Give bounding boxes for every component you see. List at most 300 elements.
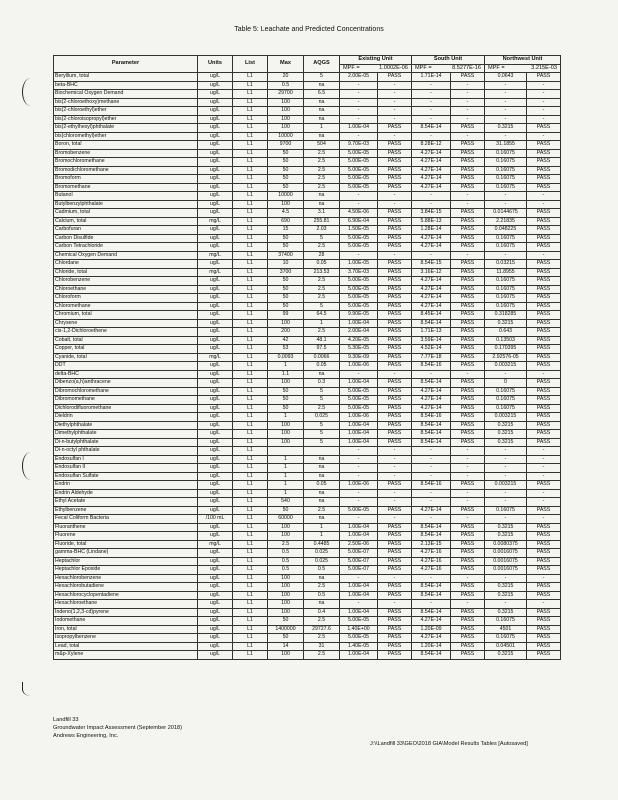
table-cell: 0.3215 bbox=[485, 430, 527, 439]
table-cell: L1 bbox=[233, 277, 268, 286]
table-cell: PASS bbox=[451, 73, 485, 82]
table-cell: 1.00E-04 bbox=[340, 438, 378, 447]
col-list: List bbox=[233, 56, 268, 73]
table-cell: 0.16075 bbox=[485, 277, 527, 286]
table-row bbox=[54, 345, 561, 354]
table-cell: 4.27E-14 bbox=[412, 387, 451, 396]
table-cell: ug/L bbox=[198, 583, 233, 592]
table-cell: 0.5 bbox=[268, 549, 304, 558]
table-row bbox=[54, 498, 561, 507]
table-cell: 4.50E-06 bbox=[340, 209, 378, 218]
table-cell: PASS bbox=[527, 73, 561, 82]
table-row bbox=[54, 625, 561, 634]
table-cell: 2.5 bbox=[304, 328, 340, 337]
table-row bbox=[54, 617, 561, 626]
table-cell: /100 mL bbox=[198, 515, 233, 524]
table-cell: - bbox=[340, 489, 378, 498]
table-cell: - bbox=[485, 515, 527, 524]
punch-hole-bottom bbox=[22, 682, 39, 696]
table-cell: - bbox=[485, 81, 527, 90]
parameter-cell: m&p-Xylene bbox=[54, 651, 198, 660]
table-cell: PASS bbox=[451, 209, 485, 218]
footer-line-1: Landfill 33 bbox=[53, 717, 79, 723]
table-cell: ug/L bbox=[198, 532, 233, 541]
table-cell: PASS bbox=[378, 379, 412, 388]
table-cell: 2.5 bbox=[304, 404, 340, 413]
table-cell: 0.3 bbox=[304, 379, 340, 388]
table-cell: - bbox=[340, 600, 378, 609]
table-cell: 10000 bbox=[268, 132, 304, 141]
table-cell: PASS bbox=[527, 634, 561, 643]
table-cell: PASS bbox=[527, 336, 561, 345]
parameter-cell: Butylbenzylphthalate bbox=[54, 200, 198, 209]
parameter-cell: Fluoranthene bbox=[54, 523, 198, 532]
table-row bbox=[54, 200, 561, 209]
table-row bbox=[54, 532, 561, 541]
table-row bbox=[54, 387, 561, 396]
table-cell: ug/L bbox=[198, 455, 233, 464]
table-cell: - bbox=[527, 98, 561, 107]
table-cell: 5.00E-07 bbox=[340, 566, 378, 575]
table-cell: PASS bbox=[378, 175, 412, 184]
parameter-cell: Calcium, total bbox=[54, 217, 198, 226]
table-row bbox=[54, 583, 561, 592]
table-cell: PASS bbox=[451, 243, 485, 252]
table-cell: PASS bbox=[378, 549, 412, 558]
parameter-cell: Chrysene bbox=[54, 319, 198, 328]
table-cell: ug/L bbox=[198, 523, 233, 532]
table-cell: PASS bbox=[451, 362, 485, 371]
table-cell: 8.54E-14 bbox=[412, 591, 451, 600]
table-row bbox=[54, 464, 561, 473]
table-cell: - bbox=[485, 115, 527, 124]
table-cell: ug/L bbox=[198, 90, 233, 99]
table-cell: PASS bbox=[527, 642, 561, 651]
table-cell: PASS bbox=[378, 651, 412, 660]
table-cell: PASS bbox=[378, 285, 412, 294]
parameter-cell: Diethylphthalate bbox=[54, 421, 198, 430]
table-row bbox=[54, 447, 561, 456]
table-cell: PASS bbox=[378, 243, 412, 252]
table-cell: ug/L bbox=[198, 642, 233, 651]
table-cell: L1 bbox=[233, 481, 268, 490]
table-cell: 8.54E-14 bbox=[412, 124, 451, 133]
table-row bbox=[54, 481, 561, 490]
table-cell: mg/L bbox=[198, 540, 233, 549]
table-cell: L1 bbox=[233, 489, 268, 498]
table-cell: ug/L bbox=[198, 625, 233, 634]
table-cell: PASS bbox=[527, 557, 561, 566]
table-cell: 0.5 bbox=[268, 81, 304, 90]
table-cell: L1 bbox=[233, 430, 268, 439]
table-cell: 0.16075 bbox=[485, 617, 527, 626]
table-cell: 50 bbox=[268, 234, 304, 243]
table-cell: ug/L bbox=[198, 404, 233, 413]
col-parameter: Parameter bbox=[54, 56, 198, 73]
table-cell: 0.16075 bbox=[485, 506, 527, 515]
table-cell: PASS bbox=[527, 396, 561, 405]
table-cell: PASS bbox=[527, 549, 561, 558]
table-cell: PASS bbox=[451, 141, 485, 150]
table-cell: ug/L bbox=[198, 183, 233, 192]
parameter-cell: Heptachlor bbox=[54, 557, 198, 566]
table-cell: PASS bbox=[451, 311, 485, 320]
table-cell: - bbox=[412, 115, 451, 124]
table-cell: - bbox=[527, 600, 561, 609]
table-cell: PASS bbox=[451, 481, 485, 490]
table-cell: na bbox=[304, 489, 340, 498]
table-cell: PASS bbox=[451, 651, 485, 660]
table-cell: PASS bbox=[527, 379, 561, 388]
parameter-cell: Endrin bbox=[54, 481, 198, 490]
table-cell: PASS bbox=[378, 311, 412, 320]
parameter-cell: Chromium, total bbox=[54, 311, 198, 320]
table-cell: L1 bbox=[233, 362, 268, 371]
table-cell: 4501 bbox=[485, 625, 527, 634]
table-cell: 5.00E-07 bbox=[340, 557, 378, 566]
table-cell: 5.00E-05 bbox=[340, 396, 378, 405]
table-cell: 100 bbox=[268, 651, 304, 660]
table-cell: PASS bbox=[527, 243, 561, 252]
table-cell: PASS bbox=[527, 302, 561, 311]
table-cell: ug/L bbox=[198, 634, 233, 643]
table-cell: PASS bbox=[451, 583, 485, 592]
table-cell: 29700 bbox=[268, 90, 304, 99]
table-cell: PASS bbox=[451, 149, 485, 158]
table-cell: 50 bbox=[268, 175, 304, 184]
table-row bbox=[54, 175, 561, 184]
table-cell: 2.5 bbox=[304, 651, 340, 660]
parameter-cell: bis(2-chloroisopropyl)ether bbox=[54, 115, 198, 124]
table-cell: na bbox=[304, 132, 340, 141]
table-cell: - bbox=[485, 132, 527, 141]
parameter-cell: Di-n-butylphthalate bbox=[54, 438, 198, 447]
table-cell: 4.27E-14 bbox=[412, 506, 451, 515]
parameter-cell: Fluoride, total bbox=[54, 540, 198, 549]
table-cell: 1.71E-14 bbox=[412, 73, 451, 82]
table-cell: - bbox=[527, 370, 561, 379]
table-cell: 1.00E-04 bbox=[340, 523, 378, 532]
results-table bbox=[53, 55, 561, 660]
table-cell: - bbox=[378, 107, 412, 116]
table-cell: 50 bbox=[268, 243, 304, 252]
table-cell: L1 bbox=[233, 523, 268, 532]
table-cell: ug/L bbox=[198, 200, 233, 209]
table-cell: PASS bbox=[378, 438, 412, 447]
parameter-cell: Cobalt, total bbox=[54, 336, 198, 345]
table-cell: ug/L bbox=[198, 149, 233, 158]
table-cell: 4.27E-14 bbox=[412, 243, 451, 252]
table-row bbox=[54, 149, 561, 158]
table-row bbox=[54, 336, 561, 345]
table-cell: 4.27E-14 bbox=[412, 234, 451, 243]
table-cell: ug/L bbox=[198, 336, 233, 345]
table-cell: 1 bbox=[268, 362, 304, 371]
table-cell: PASS bbox=[527, 311, 561, 320]
table-cell: 5.00E-05 bbox=[340, 294, 378, 303]
table-cell: 8.54E-14 bbox=[412, 379, 451, 388]
parameter-cell: bis(2-chloroethyl)ether bbox=[54, 107, 198, 116]
table-cell: ug/L bbox=[198, 447, 233, 456]
table-cell: PASS bbox=[451, 642, 485, 651]
table-cell: - bbox=[451, 251, 485, 260]
table-cell: PASS bbox=[451, 413, 485, 422]
table-cell: PASS bbox=[378, 387, 412, 396]
table-cell: 4.27E-14 bbox=[412, 302, 451, 311]
table-cell: - bbox=[378, 464, 412, 473]
table-cell: ug/L bbox=[198, 107, 233, 116]
table-cell: 50 bbox=[268, 277, 304, 286]
table-cell: na bbox=[304, 498, 340, 507]
table-cell: na bbox=[304, 464, 340, 473]
table-cell: PASS bbox=[378, 268, 412, 277]
table-cell: - bbox=[378, 455, 412, 464]
table-cell: - bbox=[412, 455, 451, 464]
parameter-cell: Fluorene bbox=[54, 532, 198, 541]
table-cell: PASS bbox=[378, 260, 412, 269]
table-cell: PASS bbox=[451, 260, 485, 269]
parameter-cell: bis(chloromethyl)ether bbox=[54, 132, 198, 141]
table-cell: PASS bbox=[451, 285, 485, 294]
table-cell: - bbox=[412, 498, 451, 507]
table-cell: - bbox=[527, 132, 561, 141]
table-cell: PASS bbox=[527, 345, 561, 354]
table-cell: - bbox=[451, 600, 485, 609]
table-cell: ug/L bbox=[198, 319, 233, 328]
table-cell: 2.5 bbox=[304, 294, 340, 303]
table-cell: 5.00E-05 bbox=[340, 617, 378, 626]
table-row bbox=[54, 81, 561, 90]
table-cell: 0.3215 bbox=[485, 651, 527, 660]
table-cell: 1.00E-04 bbox=[340, 421, 378, 430]
table-row bbox=[54, 430, 561, 439]
table-cell: PASS bbox=[378, 634, 412, 643]
table-cell: 0.16075 bbox=[485, 634, 527, 643]
table-cell: 60000 bbox=[268, 515, 304, 524]
table-cell: L1 bbox=[233, 464, 268, 473]
table-cell: L1 bbox=[233, 642, 268, 651]
table-cell: 5.00E-05 bbox=[340, 166, 378, 175]
table-cell: - bbox=[340, 498, 378, 507]
table-cell: 200 bbox=[268, 328, 304, 337]
table-cell: ug/L bbox=[198, 591, 233, 600]
table-row bbox=[54, 98, 561, 107]
table-cell: 100 bbox=[268, 200, 304, 209]
table-cell: L1 bbox=[233, 158, 268, 167]
table-cell: PASS bbox=[451, 217, 485, 226]
table-row bbox=[54, 251, 561, 260]
parameter-cell: Copper, total bbox=[54, 345, 198, 354]
table-cell: 0.643 bbox=[485, 328, 527, 337]
table-cell: PASS bbox=[527, 387, 561, 396]
table-cell: 2.5 bbox=[304, 243, 340, 252]
table-cell: PASS bbox=[378, 566, 412, 575]
table-cell: PASS bbox=[378, 421, 412, 430]
table-cell: ug/L bbox=[198, 464, 233, 473]
table-cell: PASS bbox=[451, 430, 485, 439]
table-row bbox=[54, 540, 561, 549]
table-cell: 1 bbox=[268, 413, 304, 422]
table-cell: PASS bbox=[451, 158, 485, 167]
table-cell: 100 bbox=[268, 421, 304, 430]
table-cell: na bbox=[304, 472, 340, 481]
table-cell: L1 bbox=[233, 506, 268, 515]
table-row bbox=[54, 634, 561, 643]
table-cell: PASS bbox=[378, 481, 412, 490]
table-row bbox=[54, 353, 561, 362]
table-cell: ug/L bbox=[198, 413, 233, 422]
table-cell: L1 bbox=[233, 345, 268, 354]
table-cell: - bbox=[378, 370, 412, 379]
table-row bbox=[54, 608, 561, 617]
table-cell: ug/L bbox=[198, 192, 233, 201]
table-cell: PASS bbox=[378, 413, 412, 422]
table-cell: PASS bbox=[451, 124, 485, 133]
table-cell: L1 bbox=[233, 600, 268, 609]
table-cell: 10000 bbox=[268, 192, 304, 201]
table-cell: 9.90E-05 bbox=[340, 311, 378, 320]
table-cell: 4.27E-16 bbox=[412, 549, 451, 558]
table-cell: 5 bbox=[304, 387, 340, 396]
table-cell: PASS bbox=[527, 260, 561, 269]
table-cell: 3700 bbox=[268, 268, 304, 277]
table-cell: 1 bbox=[268, 489, 304, 498]
table-cell: PASS bbox=[378, 183, 412, 192]
table-cell: 4.27E-14 bbox=[412, 294, 451, 303]
table-cell: 10 bbox=[268, 260, 304, 269]
table-cell: PASS bbox=[451, 336, 485, 345]
table-cell: ug/L bbox=[198, 277, 233, 286]
table-cell: - bbox=[485, 498, 527, 507]
table-cell: L1 bbox=[233, 90, 268, 99]
table-cell: ug/L bbox=[198, 421, 233, 430]
table-cell: L1 bbox=[233, 370, 268, 379]
parameter-cell: Fecal Coliform Bacteria bbox=[54, 515, 198, 524]
table-cell: PASS bbox=[527, 158, 561, 167]
table-cell: 5 bbox=[304, 438, 340, 447]
table-cell: L1 bbox=[233, 183, 268, 192]
table-cell: 50 bbox=[268, 506, 304, 515]
table-row bbox=[54, 642, 561, 651]
table-cell: - bbox=[412, 515, 451, 524]
table-cell: ug/L bbox=[198, 132, 233, 141]
table-cell: - bbox=[412, 107, 451, 116]
table-cell: PASS bbox=[378, 166, 412, 175]
table-cell: - bbox=[340, 455, 378, 464]
table-cell: L1 bbox=[233, 73, 268, 82]
table-cell: 28 bbox=[304, 251, 340, 260]
table-cell: 0.048225 bbox=[485, 226, 527, 235]
table-cell: ug/L bbox=[198, 73, 233, 82]
table-cell: 1.28E-14 bbox=[412, 226, 451, 235]
table-cell: 50 bbox=[268, 387, 304, 396]
table-cell: - bbox=[412, 200, 451, 209]
table-cell: - bbox=[340, 574, 378, 583]
table-cell: - bbox=[527, 455, 561, 464]
table-cell: - bbox=[485, 192, 527, 201]
col-max: Max bbox=[268, 56, 304, 73]
table-cell: - bbox=[451, 472, 485, 481]
table-cell: 2.5 bbox=[304, 634, 340, 643]
table-cell: PASS bbox=[378, 617, 412, 626]
table-row bbox=[54, 600, 561, 609]
table-cell: PASS bbox=[451, 625, 485, 634]
table-cell: 42 bbox=[268, 336, 304, 345]
table-cell: ug/L bbox=[198, 566, 233, 575]
table-cell: L1 bbox=[233, 455, 268, 464]
table-cell: PASS bbox=[451, 540, 485, 549]
table-cell: PASS bbox=[527, 285, 561, 294]
table-cell: ug/L bbox=[198, 285, 233, 294]
table-cell: 2.00E-04 bbox=[340, 328, 378, 337]
table-cell: PASS bbox=[527, 294, 561, 303]
table-cell: - bbox=[378, 472, 412, 481]
table-cell: L1 bbox=[233, 404, 268, 413]
table-cell: 50 bbox=[268, 149, 304, 158]
table-cell: ug/L bbox=[198, 370, 233, 379]
table-cell: ug/L bbox=[198, 549, 233, 558]
table-cell: ug/L bbox=[198, 481, 233, 490]
table-cell: 50 bbox=[268, 294, 304, 303]
table-cell: - bbox=[451, 192, 485, 201]
footer-line-3: Andrews Engineering, Inc. bbox=[53, 733, 119, 739]
parameter-cell: Bromochloromethane bbox=[54, 158, 198, 167]
table-row bbox=[54, 328, 561, 337]
table-cell: 50 bbox=[268, 158, 304, 167]
table-cell: 11.8955 bbox=[485, 268, 527, 277]
table-cell: 99 bbox=[268, 311, 304, 320]
table-cell: 0.3215 bbox=[485, 583, 527, 592]
table-cell: L1 bbox=[233, 124, 268, 133]
table-cell: 4.5 bbox=[268, 209, 304, 218]
table-cell: L1 bbox=[233, 141, 268, 150]
table-row bbox=[54, 285, 561, 294]
table-cell: 5.00E-05 bbox=[340, 183, 378, 192]
table-cell: PASS bbox=[451, 421, 485, 430]
table-row bbox=[54, 523, 561, 532]
table-cell: - bbox=[340, 447, 378, 456]
table-cell: PASS bbox=[451, 345, 485, 354]
table-cell: 0.0093 bbox=[268, 353, 304, 362]
table-cell: 8.54E-16 bbox=[412, 362, 451, 371]
table-row bbox=[54, 506, 561, 515]
table-cell: 0.3215 bbox=[485, 438, 527, 447]
table-cell: PASS bbox=[527, 617, 561, 626]
table-cell: 4.27E-14 bbox=[412, 396, 451, 405]
table-cell: ug/L bbox=[198, 362, 233, 371]
table-cell: - bbox=[451, 464, 485, 473]
table-cell: L1 bbox=[233, 209, 268, 218]
table-cell: 8.54E-14 bbox=[412, 319, 451, 328]
table-cell: 8.54E-16 bbox=[412, 481, 451, 490]
table-row bbox=[54, 217, 561, 226]
table-cell: PASS bbox=[527, 175, 561, 184]
table-cell: ug/L bbox=[198, 617, 233, 626]
table-cell: PASS bbox=[451, 396, 485, 405]
table-cell: - bbox=[412, 370, 451, 379]
table-cell: 0.16075 bbox=[485, 302, 527, 311]
table-cell: PASS bbox=[378, 294, 412, 303]
table-cell: 8.54E-15 bbox=[412, 260, 451, 269]
table-cell: PASS bbox=[527, 540, 561, 549]
table-cell: 1.00E-04 bbox=[340, 379, 378, 388]
table-cell: 4.52E-14 bbox=[412, 345, 451, 354]
table-cell: mg/L bbox=[198, 251, 233, 260]
table-cell: 1.1 bbox=[268, 370, 304, 379]
table-cell: 50 bbox=[268, 166, 304, 175]
table-cell: 48.1 bbox=[304, 336, 340, 345]
parameter-cell: Dibenzo(a,h)anthracene bbox=[54, 379, 198, 388]
